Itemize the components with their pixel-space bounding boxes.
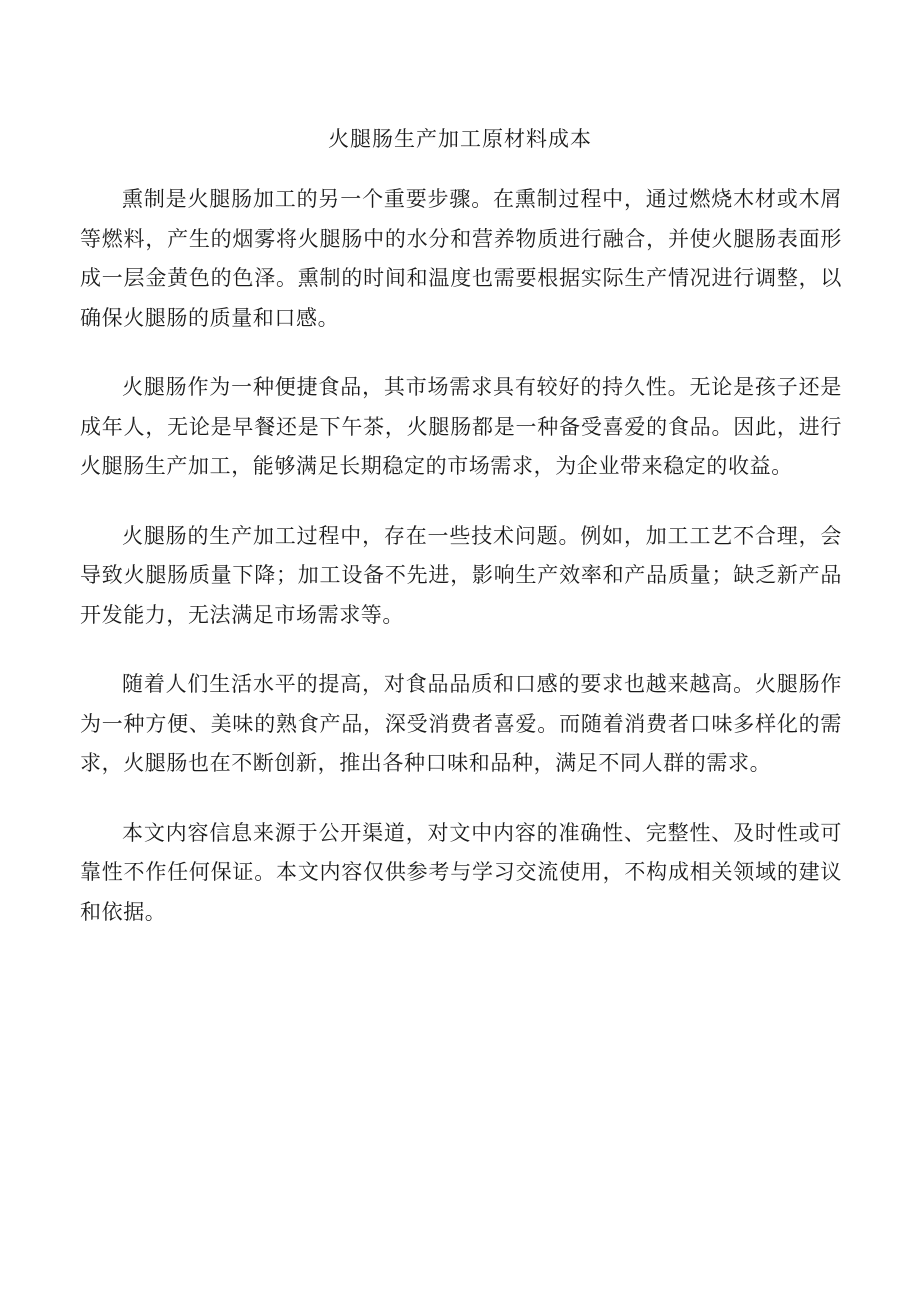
document-title: 火腿肠生产加工原材料成本 — [328, 127, 592, 151]
paragraph-market-demand: 火腿肠作为一种便捷食品，其市场需求具有较好的持久性。无论是孩子还是成年人，无论是早餐还是下午茶，火腿肠都是一种备受喜爱的食品。因此，进行火腿肠生产加工，能够满足长期稳定的市场需求，为企业带来稳定的收益。 — [80, 375, 842, 478]
paragraph-consumer-trends: 随着人们生活水平的提高，对食品品质和口感的要求也越来越高。火腿肠作为一种方便、美味的熟食产品，深受消费者喜爱。而随着消费者口味多样化的需求，火腿肠也在不断创新，推出各种口味和品种，满足不同人群的需求。 — [80, 672, 842, 775]
paragraph-disclaimer: 本文内容信息来源于公开渠道，对文中内容的准确性、完整性、及时性或可靠性不作任何保证。本文内容仅供参考与学习交流使用，不构成相关领域的建议和依据。 — [80, 820, 842, 924]
paragraph-smoking: 熏制是火腿肠加工的另一个重要步骤。在熏制过程中，通过燃烧木材或木屑等燃料，产生的烟雾将火腿肠中的水分和营养物质进行融合，并使火腿肠表面形成一层金黄色的色泽。熏制的时间和温度也需要根据实际生产情况进行调整，以确保火腿肠的质量和口感。 — [80, 187, 842, 330]
document-body — [80, 180, 842, 962]
paragraph-technical-issues: 火腿肠的生产加工过程中，存在一些技术问题。例如，加工工艺不合理，会导致火腿肠质量下降；加工设备不先进，影响生产效率和产品质量；缺乏新产品开发能力，无法满足市场需求等。 — [80, 523, 842, 627]
